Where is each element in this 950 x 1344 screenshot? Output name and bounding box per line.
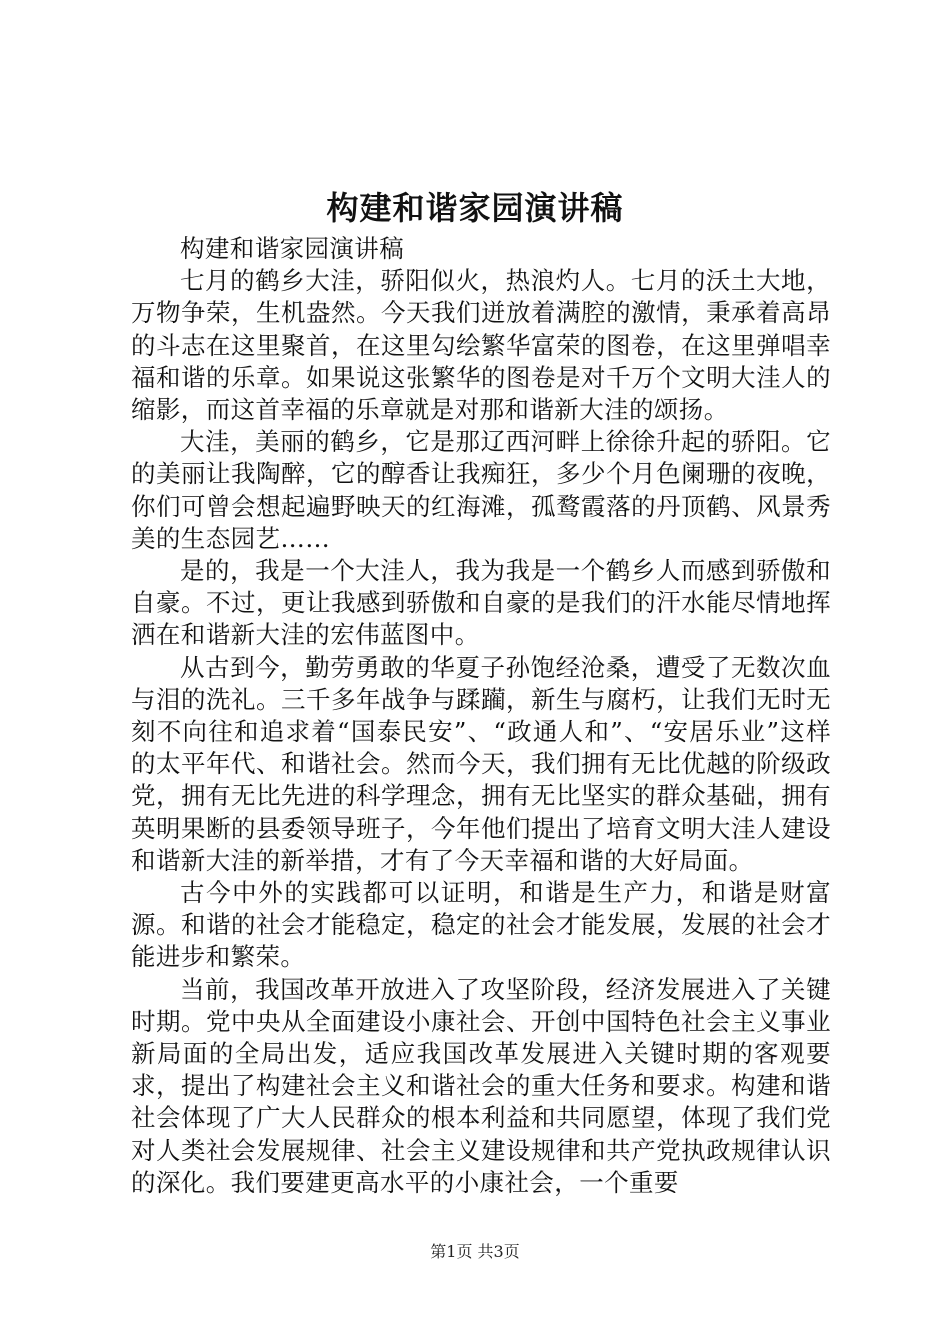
paragraph: 七月的鹤乡大洼，骄阳似火，热浪灼人。七月的沃土大地，万物争荣，生机盎然。今天我们迸放着满腔的激情，秉承着高昂的斗志在这里聚首，在这里勾绘繁华富荣的图卷，在这里弹唱幸福和谐的乐章。如果说这张繁华的图卷是对千万个文明大洼人的缩影，而这首幸福的乐章就是对那和谐新大洼的颂扬。 xyxy=(131,266,831,425)
page-number-footer: 第1页 共3页 xyxy=(430,1242,520,1261)
document-title: 构建和谐家园演讲稿 xyxy=(326,189,624,227)
paragraph: 古今中外的实践都可以证明，和谐是生产力，和谐是财富源。和谐的社会才能稳定，稳定的社会才能发展，发展的社会才能进步和繁荣。 xyxy=(131,878,831,972)
paragraph-subtitle: 构建和谐家园演讲稿 xyxy=(180,234,405,263)
paragraph: 是的，我是一个大洼人，我为我是一个鹤乡人而感到骄傲和自豪。不过，更让我感到骄傲和自豪的是我们的汗水能尽情地挥洒在和谐新大洼的宏伟蓝图中。 xyxy=(131,556,831,650)
paragraph: 当前，我国改革开放进入了攻坚阶段，经济发展进入了关键时期。党中央从全面建设小康社会、开创中国特色社会主义事业新局面的全局出发，适应我国改革发展进入关键时期的客观要求，提出了构建社会主义和谐社会的重大任务和要求。构建和谐社会体现了广大人民群众的根本利益和共同愿望，体现了我们党对人类社会发展规律、社会主义建设规律和共产党执政规律认识的深化。我们要建更高水平的小康社会，一个重要 xyxy=(131,974,831,1197)
paragraph: 从古到今，勤劳勇敢的华夏子孙饱经沧桑，遭受了无数次血与泪的洗礼。三千多年战争与蹂躏，新生与腐朽，让我们无时无刻不向往和追求着“国泰民安”、“政通人和”、“安居乐业”这样的太平年代、和谐社会。然而今天，我们拥有无比优越的阶级政党，拥有无比先进的科学理念，拥有无比坚实的群众基础，拥有英明果断的县委领导班子，今年他们提出了培育文明大洼人建设和谐新大洼的新举措，才有了今天幸福和谐的大好局面。 xyxy=(131,652,831,875)
document-body xyxy=(131,233,831,1199)
paragraph: 大洼，美丽的鹤乡，它是那辽西河畔上徐徐升起的骄阳。它的美丽让我陶醉，它的醇香让我痴狂，多少个月色阑珊的夜晚，你们可曾会想起遍野映天的红海滩，孤鹜霞落的丹顶鹤、风景秀美的生态园艺…… xyxy=(131,427,831,553)
